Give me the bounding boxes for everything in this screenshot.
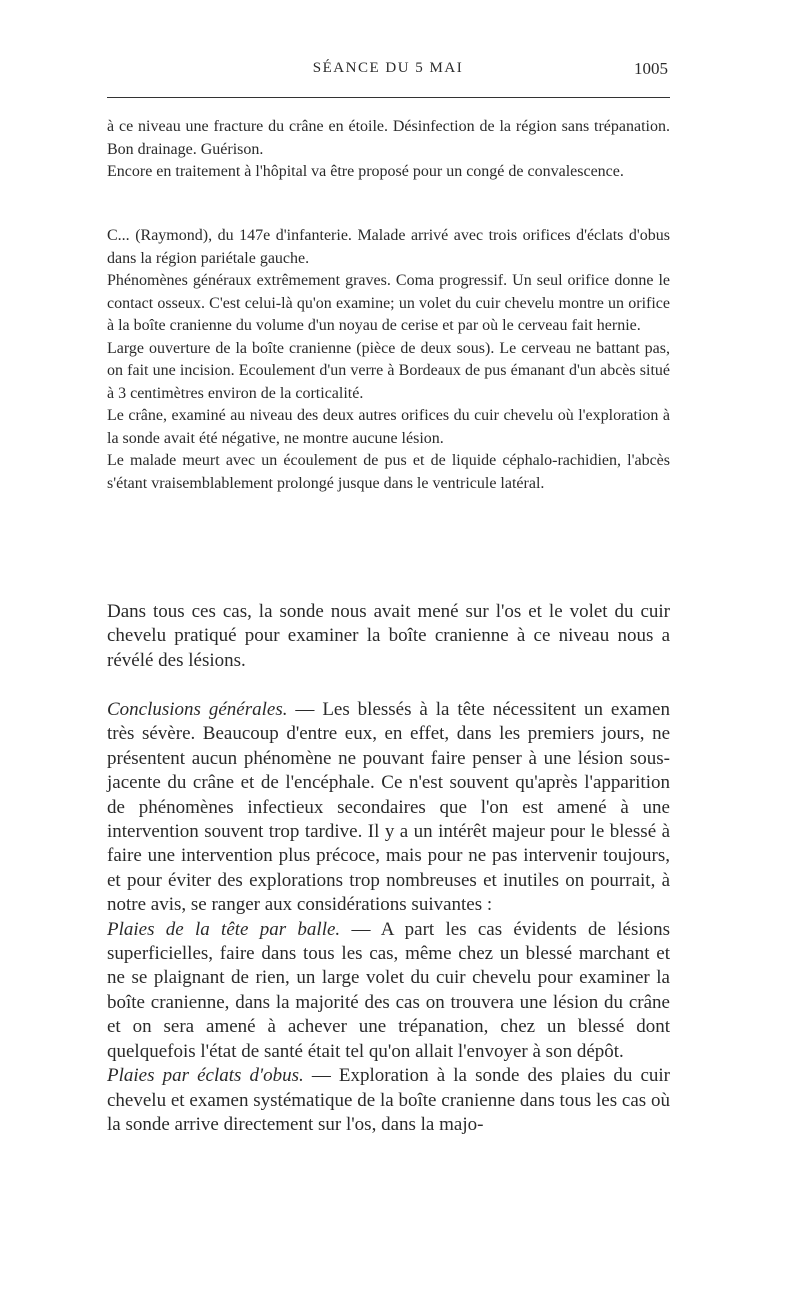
summary-paragraph: Dans tous ces cas, la sonde nous avait mené sur l'os et le volet du cuir chevelu pratiqué pour examiner la boîte cranienne à ce niveau nous a révélé des lésions.	[107, 601, 670, 671]
conclusions-section	[107, 698, 670, 1137]
case-note-paragraph: Encore en traitement à l'hôpital va être proposé pour un congé de convalescence.	[107, 163, 624, 180]
obus-text: — Exploration à la sonde des plaies du cuir chevelu et examen systématique de la boîte cranienne dans tous les cas où la sonde arrive directement sur l'os, dans la majo-	[107, 1065, 670, 1135]
page-number: 1005	[634, 59, 668, 78]
case-note-paragraph: à ce niveau une fracture du crâne en étoile. Désinfection de la région sans trépanation. Bon drainage. Guérison.	[107, 118, 670, 158]
obus-heading: Plaies par éclats d'obus.	[107, 1065, 304, 1087]
case-note-paragraph: C... (Raymond), du 147e d'infanterie. Malade arrivé avec trois orifices d'éclats d'obus dans la région pariétale gauche.	[107, 227, 670, 267]
running-header	[108, 60, 668, 84]
conclusions-paragraph	[107, 698, 670, 918]
case-note-paragraph: Large ouverture de la boîte cranienne (pièce de deux sous). Le cerveau ne battant pas, on fait une incision. Ecoulement d'un verre à Bordeaux de pus émanant d'un abcès situé à 3 centimètres environ de la corticalité.	[107, 339, 670, 402]
balle-paragraph	[107, 918, 670, 1064]
case-note-paragraph: Phénomènes généraux extrêmement graves. Coma progressif. Un seul orifice donne le contact osseux. C'est celui-là qu'on examine; un volet du cuir chevelu montre un orifice à la boîte cranienne du volume d'un noyau de cerise et par où le cerveau fait hernie.	[107, 272, 670, 334]
header-rule	[107, 97, 670, 98]
balle-heading: Plaies de la tête par balle.	[107, 918, 341, 940]
running-title: SÉANCE DU 5 MAI	[312, 60, 464, 76]
obus-paragraph	[107, 1064, 670, 1137]
balle-text: — A part les cas évidents de lésions superficielles, faire dans tous les cas, même chez un blessé marchant et ne se plaignant de rien, un large volet du cuir chevelu pour examiner la boîte cranienne, dans la majorité des cas on trouvera une lésion du crâne et on sera amené à achever une trépanation, chez un blessé dont quelquefois l'état de santé était tel qu'on allait l'envoyer à son dépôt.	[107, 918, 671, 1062]
conclusions-heading: Conclusions générales.	[107, 699, 288, 720]
case-note-paragraph: Le malade meurt avec un écoulement de pus et de liquide céphalo-rachidien, l'abcès s'étant vraisemblablement prolongé jusque dans le ventricule latéral.	[107, 452, 670, 492]
case-notes-part-2	[107, 225, 670, 495]
conclusions-text: — Les blessés à la tête nécessitent un examen très sévère. Beaucoup d'entre eux, en effet, dans les premiers jours, ne présentent aucun phénomène ne pouvant faire penser à une lésion sous-jacente du crâne et de l'encéphale. Ce n'est souvent qu'après l'apparition de phénomènes infectieux secondaires que l'on est amené à une intervention souvent trop tardive. Il y a un intérêt majeur pour le blessé à faire une intervention plus précoce, mais pour ne pas intervenir toujours, et pour éviter des explorations trop nombreuses et inutiles on pourrait, à notre avis, se ranger aux considérations suivantes :	[107, 699, 670, 916]
case-note-paragraph: Le crâne, examiné au niveau des deux autres orifices du cuir chevelu où l'exploration à la sonde avait été négative, ne montre aucune lésion.	[107, 407, 670, 447]
case-notes-part-1	[107, 116, 670, 184]
summary-section	[107, 600, 670, 673]
